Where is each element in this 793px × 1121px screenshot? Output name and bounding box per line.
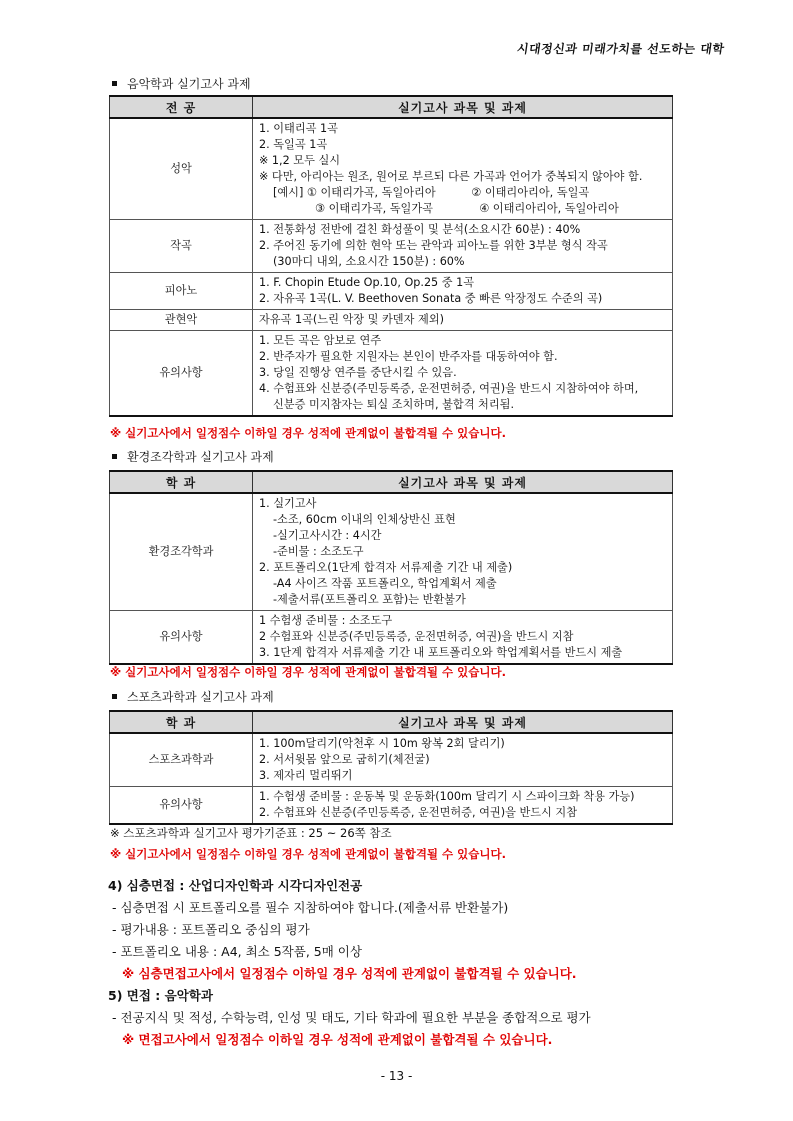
content-line: 3. 당일 진행상 연주를 중단시킬 수 있음. bbox=[259, 366, 457, 379]
square-bullet-icon bbox=[112, 694, 117, 699]
section-title-sports: 스포츠과학과 실기고사 과제 bbox=[112, 688, 274, 705]
content-line: 2. 서서윗몸 앞으로 굽히기(체전굴) bbox=[259, 753, 430, 766]
heading-deep-interview: 4) 심층면접 : 산업디자인학과 시각디자인전공 bbox=[108, 878, 363, 893]
row-content bbox=[253, 220, 673, 273]
column-header: 실기고사 과목 및 과제 bbox=[253, 711, 673, 733]
header-slogan: 시대정신과 미래가치를 선도하는 대학 bbox=[516, 42, 726, 56]
row-label: 관현악 bbox=[110, 310, 253, 331]
content-line: -준비물 : 소조도구 bbox=[273, 545, 364, 558]
warning-note-deep-interview: ※ 심층면접고사에서 일정점수 이하일 경우 성적에 관계없이 불합격될 수 있습니다. bbox=[122, 966, 577, 981]
content-line: 1. 실기고사 bbox=[259, 497, 317, 510]
content-line: -A4 사이즈 작품 포트폴리오, 학업계획서 제출 bbox=[273, 577, 497, 590]
square-bullet-icon bbox=[112, 454, 117, 459]
content-line: 1. F. Chopin Etude Op.10, Op.25 중 1곡 bbox=[259, 276, 475, 289]
column-header: 학 과 bbox=[110, 711, 253, 733]
warning-note-sports: ※ 실기고사에서 일정점수 이하일 경우 성적에 관계없이 불합격될 수 있습니다. bbox=[110, 847, 506, 861]
square-bullet-icon bbox=[112, 81, 117, 86]
content-line: 1. 수험생 준비물 : 운동복 및 운동화(100m 달리기 시 스파이크화 착용 가능) bbox=[259, 790, 635, 803]
warning-note-music: ※ 실기고사에서 일정점수 이하일 경우 성적에 관계없이 불합격될 수 있습니다. bbox=[110, 426, 506, 440]
content-line: -실기고사시간 : 4시간 bbox=[273, 529, 382, 542]
sculpture-table bbox=[109, 470, 673, 665]
content-line: 2. 반주자가 필요한 지원자는 본인이 반주자를 대동하여야 함. bbox=[259, 350, 558, 363]
section-title-music: 음악학과 실기고사 과제 bbox=[112, 75, 251, 92]
row-content bbox=[253, 787, 673, 825]
content-line: 4. 수험표와 신분증(주민등록증, 운전면허증, 여권)을 반드시 지참하여야 하며, bbox=[259, 382, 639, 395]
criteria-note: ※ 스포츠과학과 실기고사 평가기준표 : 25 ~ 26쪽 참조 bbox=[110, 826, 392, 840]
row-label: 성악 bbox=[110, 118, 253, 220]
warning-note-interview: ※ 면접고사에서 일정점수 이하일 경우 성적에 관계없이 불합격될 수 있습니다. bbox=[122, 1032, 553, 1047]
list-item: - 포트폴리오 내용 : A4, 최소 5작품, 5매 이상 bbox=[112, 944, 362, 959]
warning-note-sculpture: ※ 실기고사에서 일정점수 이하일 경우 성적에 관계없이 불합격될 수 있습니다. bbox=[110, 665, 506, 679]
content-line: 2 수험표와 신분증(주민등록증, 운전면허증, 여권)을 반드시 지참 bbox=[259, 630, 574, 643]
table-header-row bbox=[110, 711, 673, 733]
content-line: ※ 다만, 아리아는 원조, 원어로 부르되 다른 가곡과 언어가 중복되지 않아야 함. bbox=[259, 170, 643, 183]
content-line: 2. 수험표와 신분증(주민등록증, 운전면허증, 여권)을 반드시 지참 bbox=[259, 806, 578, 819]
content-line: 자유곡 1곡(느린 악장 및 카덴자 제외) bbox=[259, 313, 444, 326]
content-line: 신분증 미지참자는 퇴실 조치하며, 불합격 처리됨. bbox=[273, 398, 515, 411]
row-label: 피아노 bbox=[110, 273, 253, 310]
row-content bbox=[253, 493, 673, 611]
table-header-row bbox=[110, 471, 673, 493]
column-header: 학 과 bbox=[110, 471, 253, 493]
content-line: 1. 전통화성 전반에 걸친 화성풀이 및 분석(소요시간 60분) : 40% bbox=[259, 223, 581, 236]
row-content bbox=[253, 331, 673, 417]
content-line: 3. 1단계 합격자 서류제출 기간 내 포트폴리오와 학업계획서를 반드시 제출 bbox=[259, 646, 623, 659]
table-row bbox=[110, 611, 673, 665]
content-line: 2. 포트폴리오(1단계 합격자 서류제출 기간 내 제출) bbox=[259, 561, 513, 574]
content-line: 1 수험생 준비물 : 소조도구 bbox=[259, 614, 393, 627]
content-line: 2. 주어진 동기에 의한 현악 또는 관악과 피아노를 위한 3부분 형식 작곡 bbox=[259, 239, 608, 252]
content-line: ③ 이태리가곡, 독일가곡 ④ 이태리아리아, 독일아리아 bbox=[315, 202, 619, 215]
table-row bbox=[110, 493, 673, 611]
content-line: (30마디 내외, 소요시간 150분) : 60% bbox=[273, 255, 465, 268]
content-line: [예시] ① 이태리가곡, 독일아리아 ② 이태리아리아, 독일곡 bbox=[273, 186, 590, 199]
content-line: -제출서류(포트폴리오 포함)는 반환불가 bbox=[273, 593, 466, 606]
content-line: 3. 제자리 멀리뛰기 bbox=[259, 769, 353, 782]
row-label: 유의사항 bbox=[110, 331, 253, 417]
row-content bbox=[253, 118, 673, 220]
content-line: 1. 모든 곡은 암보로 연주 bbox=[259, 334, 382, 347]
row-content bbox=[253, 310, 673, 331]
table-row bbox=[110, 118, 673, 220]
table-row bbox=[110, 733, 673, 787]
section-title-sculpture: 환경조각학과 실기고사 과제 bbox=[112, 448, 274, 465]
row-label: 유의사항 bbox=[110, 787, 253, 825]
list-item: - 전공지식 및 적성, 수학능력, 인성 및 태도, 기타 학과에 필요한 부분을 종합적으로 평가 bbox=[112, 1010, 591, 1025]
content-line: 2. 독일곡 1곡 bbox=[259, 138, 328, 151]
sports-table bbox=[109, 710, 673, 825]
heading-interview: 5) 면접 : 음악학과 bbox=[108, 988, 213, 1003]
column-header: 실기고사 과목 및 과제 bbox=[253, 471, 673, 493]
list-item: - 심층면접 시 포트폴리오를 필수 지참하여야 합니다.(제출서류 반환불가) bbox=[112, 900, 509, 915]
content-line: ※ 1,2 모두 실시 bbox=[259, 154, 341, 167]
row-content bbox=[253, 273, 673, 310]
row-label: 환경조각학과 bbox=[110, 493, 253, 611]
list-item: - 평가내용 : 포트폴리오 중심의 평가 bbox=[112, 922, 310, 937]
column-header: 실기고사 과목 및 과제 bbox=[253, 96, 673, 118]
row-content bbox=[253, 611, 673, 665]
row-label: 스포츠과학과 bbox=[110, 733, 253, 787]
table-row bbox=[110, 273, 673, 310]
table-row bbox=[110, 310, 673, 331]
table-row bbox=[110, 787, 673, 825]
column-header: 전 공 bbox=[110, 96, 253, 118]
table-row bbox=[110, 331, 673, 417]
content-line: 1. 이태리곡 1곡 bbox=[259, 122, 338, 135]
table-row bbox=[110, 220, 673, 273]
content-line: 2. 자유곡 1곡(L. V. Beethoven Sonata 중 빠른 악장정도 수준의 곡) bbox=[259, 292, 603, 305]
content-line: 1. 100m달리기(악천후 시 10m 왕복 2회 달리기) bbox=[259, 737, 505, 750]
music-table bbox=[109, 95, 673, 417]
row-label: 유의사항 bbox=[110, 611, 253, 665]
row-content bbox=[253, 733, 673, 787]
table-header-row bbox=[110, 96, 673, 118]
row-label: 작곡 bbox=[110, 220, 253, 273]
content-line: -소조, 60cm 이내의 인체상반신 표현 bbox=[273, 513, 456, 526]
page-number: - 13 - bbox=[380, 1069, 413, 1083]
